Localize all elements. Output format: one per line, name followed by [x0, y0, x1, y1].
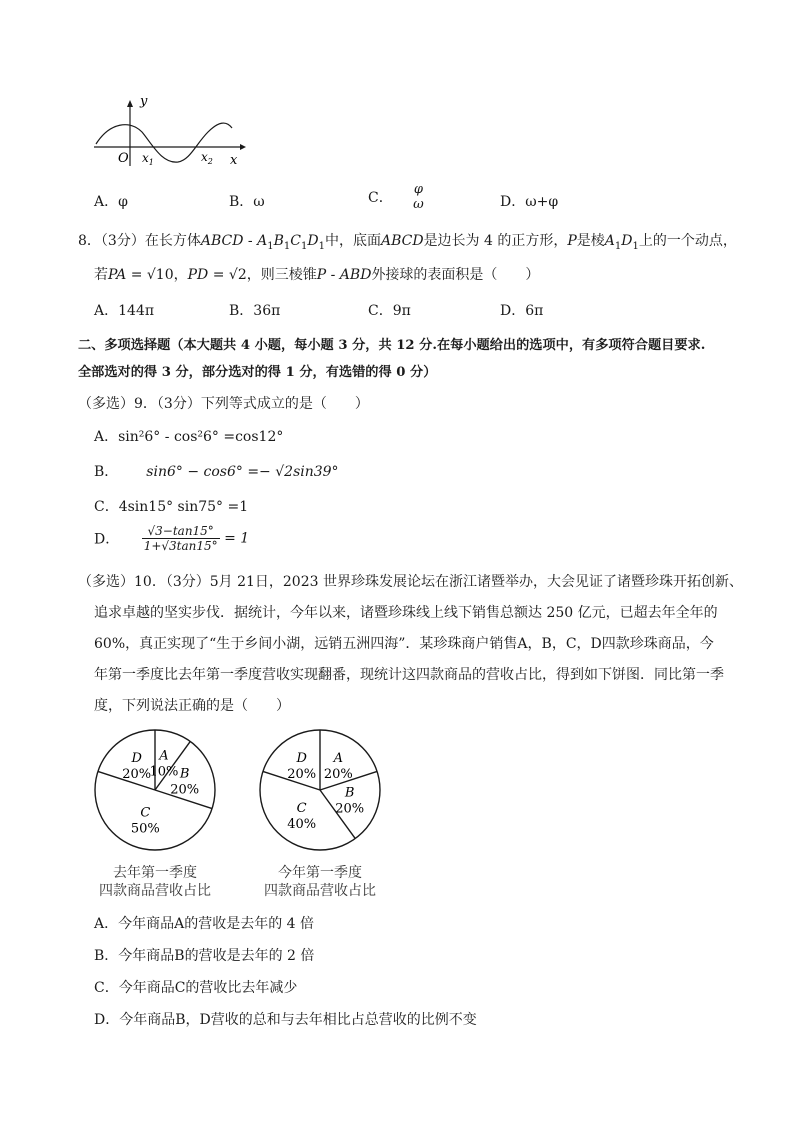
pie-label-a: A — [159, 748, 169, 764]
q9-option-d[interactable]: D． $\frac{√3-\tan 15^\circ}{1+√3\tan 15^\circ}$ = 1 — [94, 524, 250, 553]
pie-label-c: C — [296, 801, 307, 817]
y-axis-label: y — [140, 94, 148, 109]
section2-header-line2: 全部选对的得 3 分，部分选对的得 1 分，有选错的得 0 分） — [78, 365, 437, 380]
q8-option-a[interactable]: A．144π — [94, 303, 155, 319]
pie-title: 今年第一季度 — [278, 865, 362, 881]
x1-label: $x_1$ — [142, 151, 154, 167]
q9-option-b[interactable]: B． sin6° − cos6° =− √2sin39° — [94, 464, 339, 480]
pie-value-b: 20% — [170, 782, 200, 798]
q9-stem: （多选）9．（3分）下列等式成立的是（ ） — [78, 396, 369, 412]
pie-label-b: B — [344, 785, 355, 801]
pie-subtitle: 四款商品营收占比 — [99, 883, 211, 899]
pie-label-a: A — [333, 750, 344, 766]
pie-label-c: C — [140, 805, 151, 821]
q7-option-b[interactable]: B．ω — [229, 194, 265, 210]
q10-option-c[interactable]: C．今年商品C的营收比去年减少 — [94, 980, 298, 996]
q8-stem-line2: 若PA = √10，PD = √2，则三棱锥P - ABD外接球的表面积是（ ） — [94, 267, 540, 283]
pie-label-d: D — [296, 750, 307, 766]
pie-value-a: 10% — [149, 764, 179, 780]
pie-value-a: 20% — [323, 766, 353, 782]
q10-stem-line2: 追求卓越的坚实步伐．据统计，今年以来，诸暨珍珠线上线下销售总额达 250 亿元，已超去年全年的 — [94, 605, 718, 621]
q10-option-a[interactable]: A．今年商品A的营收是去年的 4 倍 — [94, 916, 315, 932]
x2-label: $x_2$ — [201, 150, 213, 166]
q10-stem-line3: 60%，真正实现了“生于乡间小湖，远销五洲四海”．某珍珠商户销售A，B，C，D四款珍珠商品，今 — [94, 636, 714, 652]
pie-chart-this-year — [255, 722, 395, 902]
q9-option-a[interactable]: A．sin²6° - cos²6° =cos12° — [94, 429, 284, 445]
pie-label-d: D — [131, 750, 142, 766]
q8-stem-line1: 8．（3分）在长方体ABCD - $A_1B_1C_1D_1$中，底面ABCD是边长为 4 的正方形，P是棱$A_1D_1$上的一个动点， — [78, 233, 737, 252]
q9-option-c[interactable]: C．4sin15° sin75° =1 — [94, 499, 249, 515]
q7-option-a[interactable]: A．φ — [94, 194, 128, 210]
q10-stem-line4: 年第一季度比去年第一季度营收实现翻番，现统计这四款商品的营收占比，得到如下饼图．同比第一季 — [94, 667, 724, 683]
q8-option-d[interactable]: D．6π — [500, 303, 544, 319]
q10-stem-line5: 度，下列说法正确的是（ ） — [94, 698, 290, 714]
q8-option-c[interactable]: C．9π — [368, 303, 411, 319]
pie-value-d: 20% — [122, 766, 152, 782]
q8-option-b[interactable]: B．36π — [229, 303, 281, 319]
pie-subtitle: 四款商品营收占比 — [264, 883, 376, 899]
pie-value-b: 20% — [335, 801, 365, 817]
pie-value-c: 40% — [287, 817, 317, 833]
section2-header-line1: 二、多项选择题（本大题共 4 小题，每小题 3 分，共 12 分.在每小题给出的选项中，有多项符合题目要求. — [78, 338, 706, 353]
x-axis-label: x — [230, 153, 238, 168]
pie-title: 去年第一季度 — [113, 865, 197, 881]
q10-option-b[interactable]: B．今年商品B的营收是去年的 2 倍 — [94, 948, 315, 964]
pie-label-b: B — [179, 766, 190, 782]
q7-option-d[interactable]: D．ω+φ — [500, 194, 559, 210]
y-axis-arrow — [127, 100, 133, 107]
x-axis-arrow — [240, 144, 246, 150]
pie-value-c: 50% — [130, 821, 160, 837]
pie-chart-last-year — [90, 722, 230, 902]
q10-stem-line1: （多选）10．（3分）5月 21日，2023 世界珍珠发展论坛在浙江诸暨举办，大会见证了诸暨珍珠开拓创新、 — [78, 574, 743, 590]
q7-option-c[interactable]: C． φ ω — [368, 182, 424, 212]
q10-option-d[interactable]: D．今年商品B，D营收的总和与去年相比占总营收的比例不变 — [94, 1012, 477, 1028]
origin-label: O — [118, 151, 129, 166]
pie-value-d: 20% — [287, 766, 317, 782]
sine-graph — [90, 92, 250, 170]
